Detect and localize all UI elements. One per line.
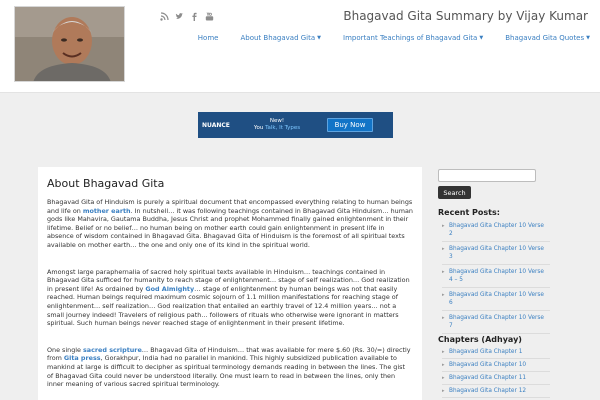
- bullet-icon: ▸: [442, 269, 445, 275]
- chapter-item[interactable]: [442, 346, 550, 359]
- ad-line2-pre: You: [253, 125, 266, 131]
- nav-quotes-label: Bhagavad Gita Quotes: [505, 34, 585, 42]
- bullet-icon: ▸: [442, 315, 445, 321]
- chapter-item[interactable]: [442, 359, 550, 372]
- bullet-icon: ▸: [442, 349, 445, 355]
- ad-banner[interactable]: [198, 112, 393, 138]
- nav-quotes[interactable]: [483, 31, 590, 45]
- nav-important-teachings[interactable]: [321, 31, 483, 45]
- nav-home-label: Home: [197, 34, 219, 42]
- gita-press-link[interactable]: Gita press: [63, 354, 101, 363]
- chapters-list: [442, 346, 550, 398]
- p2-text-a: Amongst large paraphernalia of sacred holy spiritual texts available in Hinduism… teachings contained in Bhagavad Gita sufficed for humanity to reach stage of enlightenment… stage of self realization… God realization in present life! As ordained by: [47, 267, 410, 293]
- recent-posts-list: [442, 219, 550, 334]
- recent-post-verse: 7: [449, 323, 453, 329]
- nav-about-bhagavad-gita[interactable]: [218, 31, 321, 45]
- youtube-icon[interactable]: [205, 12, 214, 21]
- recent-post-verse: 4 – 5: [449, 277, 463, 283]
- chapter-link: Bhagavad Gita Chapter 11: [449, 375, 527, 381]
- caret-down-icon: ▼: [586, 35, 590, 41]
- bullet-icon: ▸: [442, 292, 445, 298]
- recent-post-title: Bhagavad Gita Chapter 10 Verse: [449, 246, 545, 252]
- recent-post-title: Bhagavad Gita Chapter 10 Verse: [449, 223, 545, 229]
- recent-post-title: Bhagavad Gita Chapter 10 Verse: [449, 269, 545, 275]
- chapters-title: Chapters (Adhyay): [438, 335, 522, 344]
- god-almighty-link[interactable]: God Almighty: [145, 284, 195, 293]
- twitter-icon[interactable]: [175, 12, 184, 21]
- sacred-scripture-link[interactable]: sacred scripture: [83, 345, 142, 354]
- page-title: About Bhagavad Gita: [47, 177, 165, 190]
- search-input[interactable]: [438, 169, 536, 182]
- bullet-icon: ▸: [442, 388, 445, 394]
- nav-home[interactable]: [176, 31, 219, 45]
- p2-text-b: … stage of enlightenment by human beings was not that easily reached. Human beings required maximum cosmic sojourn of 1.1 million manifestations for reaching stage of enlightenment… self realization… God realization that entailed an earthly travel of 12.4 million years… not a small journey indeed! Travelers of religious path… followers of rituals who otherwise were ignorant in matters spiritual. Such human beings never reached stage of enlightenment in their present lifetime.: [47, 284, 399, 328]
- ad-line1: New!: [269, 118, 285, 124]
- recent-post-title: Bhagavad Gita Chapter 10 Verse: [449, 292, 545, 298]
- search-button[interactable]: Search: [438, 186, 471, 199]
- ad-line2: [237, 125, 317, 132]
- recent-post-item[interactable]: [442, 288, 550, 311]
- paragraph-3: [47, 346, 413, 389]
- main-nav: [176, 31, 590, 45]
- sidebar: [432, 167, 552, 400]
- buy-now-button[interactable]: Buy Now: [327, 118, 373, 132]
- p1-text-b: . In nutshell… it was following teachings contained in Bhagavad Gita Hinduism… human gods like Mahavira, Gautama Buddha, Jesus Christ and prophet Mohammed finally gained enlightenment in their lifetime. Belief or no belief… no human being on mother earth could gain enlightenment in present life in absence of wisdom contained in Bhagavad Gita. Bhagavad Gita of Hinduism is the foremost of all spiritual texts available on mother earth… the one and only one of its kind in the spiritual world.: [47, 206, 413, 249]
- chapter-item[interactable]: [442, 385, 550, 398]
- recent-post-item[interactable]: [442, 219, 550, 242]
- bullet-icon: ▸: [442, 246, 445, 252]
- mother-earth-link[interactable]: mother earth: [82, 206, 131, 215]
- chapter-link: Bhagavad Gita Chapter 10: [449, 362, 527, 368]
- ad-text: [237, 118, 317, 132]
- p3-text-a: One single: [47, 345, 83, 354]
- bullet-icon: ▸: [442, 375, 445, 381]
- recent-post-item[interactable]: [442, 311, 550, 334]
- facebook-icon[interactable]: [190, 12, 199, 21]
- chapter-link: Bhagavad Gita Chapter 1: [449, 349, 523, 355]
- ad-logo: NUANCE: [202, 121, 230, 129]
- site-title[interactable]: Bhagavad Gita Summary by Vijay Kumar: [343, 9, 588, 23]
- recent-post-item[interactable]: [442, 242, 550, 265]
- nav-about-label: About Bhagavad Gita: [240, 34, 316, 42]
- recent-post-title: Bhagavad Gita Chapter 10 Verse: [449, 315, 545, 321]
- bullet-icon: ▸: [442, 223, 445, 229]
- caret-down-icon: ▼: [317, 35, 322, 41]
- bullet-icon: ▸: [442, 362, 445, 368]
- recent-post-verse: 3: [449, 254, 453, 260]
- paragraph-2: [47, 268, 413, 328]
- author-photo[interactable]: [14, 6, 125, 82]
- chapter-link: Bhagavad Gita Chapter 12: [449, 388, 527, 394]
- nav-teachings-label: Important Teachings of Bhagavad Gita: [343, 34, 478, 42]
- recent-posts-title: Recent Posts:: [438, 208, 500, 217]
- recent-post-verse: 6: [449, 300, 453, 306]
- rss-icon[interactable]: [160, 12, 169, 21]
- p3-text-c: , Gorakhpur, India had no parallel in mankind. This highly subsidized publication available to mankind at large is difficult to decipher as spiritual terminology demands reading in between the lines. The gist of Bhagavad Gita could never be understood literally. One must learn to read in between the lines, only then inner meaning of various sacred spiritual terminology.: [47, 354, 405, 389]
- ad-line2-highlight: Talk, It Types: [265, 125, 301, 131]
- recent-post-item[interactable]: [442, 265, 550, 288]
- social-links: [160, 12, 214, 21]
- recent-post-verse: 2: [449, 231, 453, 237]
- chapter-item[interactable]: [442, 372, 550, 385]
- main-content: [38, 167, 422, 400]
- p1-text-a: Bhagavad Gita of Hinduism is purely a spiritual document that encompassed everything relating to human beings and life on: [47, 198, 413, 215]
- caret-down-icon: ▼: [479, 35, 484, 41]
- author-photo-image: [15, 7, 125, 82]
- p3-text-b: … Bhagavad Gita of Hinduism… that was available for mere $.60 (Rs. 30/=) directly from: [47, 345, 411, 363]
- site-header: [0, 0, 600, 92]
- paragraph-1: [47, 198, 413, 250]
